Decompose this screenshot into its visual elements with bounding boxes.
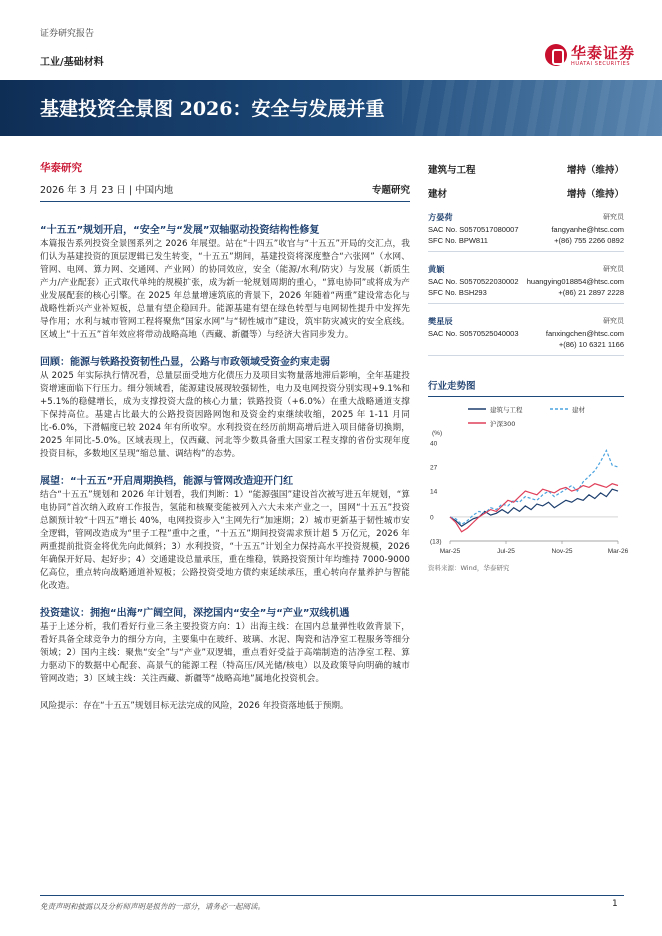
chart-source: 资料来源：Wind，华泰研究 xyxy=(428,564,510,572)
y-tick-label: 40 xyxy=(430,440,438,448)
report-category: 工业/基础材料 xyxy=(40,57,104,68)
risk-warning: 风险提示：存在“十五五”规划目标无法完成的风险，2026 年投资落地低于预期。 xyxy=(40,701,349,711)
analyst-name: 黄颖 xyxy=(428,264,445,274)
trend-chart-svg xyxy=(428,401,629,561)
analyst-name: 樊星辰 xyxy=(428,316,453,326)
report-type: 证券研究报告 xyxy=(40,29,95,39)
analyst-phone: +(86) 10 6321 1166 xyxy=(558,340,624,349)
analyst-card xyxy=(428,212,624,252)
side-column xyxy=(428,150,629,572)
analyst-phone: +(86) 755 2266 0892 xyxy=(554,236,624,245)
section-body: 本篇报告系列投资全景图系列之 2026 年展望。站在“十四五”收官与“十五五”开局的交汇点，我们认为基建投资的顶层逻辑已发生转变，“十五五”期间，基建投资将深度整合“六张网”（水网、管网、电网、算力网、交通网、产业网）的协同效应，安全（能源/水利/防灾）与发展（新质生产力/产业配套）正式取代单纯的规模扩张，成为新一轮规划周期的重心，“算电协同”或将成为产业发展配套的核心引擎。在 2025 年总量增速筑底的背景下，2026 年随着“两重”建设常态化与战略性新兴产业补短板，总量有望企稳回升。能源基建有望在绿色转型与电网韧性提升中发挥先导作用；水利与城市管网工程将聚焦“国家水网”与“韧性城市”建设，筑牢防灾减灾的安全底线。区域上“十五五”首年效应将带动战略高地（西藏、新疆等）与经济大省同步发力。 xyxy=(40,239,410,340)
banner-decoration xyxy=(402,80,662,136)
analyst-card xyxy=(428,316,624,356)
rating-sector: 建筑与工程 xyxy=(428,165,476,176)
y-tick-label: 14 xyxy=(430,488,438,496)
series-line xyxy=(450,484,618,532)
section-1 xyxy=(40,224,410,342)
x-tick-label: Jul-25 xyxy=(497,548,515,555)
report-title: 基建投资全景图 2026：安全与发展并重 xyxy=(40,98,385,120)
section-4 xyxy=(40,607,410,686)
analyst-name: 方晏荷 xyxy=(428,212,453,222)
analyst-email[interactable]: huangying018854@htsc.com xyxy=(526,277,624,286)
report-kind: 专题研究 xyxy=(371,185,410,196)
legend-label: 建材 xyxy=(572,406,585,414)
trend-chart xyxy=(428,401,629,561)
huatai-logo xyxy=(545,42,635,72)
section-2 xyxy=(40,356,410,461)
section-body: 基于上述分析，我们看好行业三条主要投资方向：1）出海主线：在国内总量弹性收敛背景下，看好具备全球竞争力的细分方向，主要集中在玻纤、玻璃、水泥、陶瓷和洁净室工程服务等细分领域；2）国内主线：聚焦“安全”与“产业”双逻辑，重点看好受益于高端制造的洁净室工程、算力驱动下的数据中心配套、高景气的能源工程（特高压/风光储/核电）以及政策导向明确的城市管网改造；3）区域主线：关注西藏、新疆等“战略高地”属地化投资机会。 xyxy=(40,622,410,684)
analyst-card xyxy=(428,264,624,304)
analyst-sfc: SFC No. BSH293 xyxy=(428,288,487,297)
legend-label: 建筑与工程 xyxy=(490,406,523,414)
analyst-sac: SAC No. S0570525040003 xyxy=(428,329,519,338)
analyst-role: 研究员 xyxy=(603,265,624,273)
analyst-sac: SAC No. S0570517080007 xyxy=(428,225,519,234)
x-tick-label: Nov-25 xyxy=(551,548,573,555)
analyst-role: 研究员 xyxy=(603,213,624,221)
section-heading: 展望：“十五五”开启周期换档，能源与管网改造迎开门红 xyxy=(40,476,294,487)
legend-label: 沪深300 xyxy=(490,420,516,428)
page-number: 1 xyxy=(612,899,618,909)
rating-row xyxy=(428,186,624,200)
analyst-email[interactable]: fanxingchen@htsc.com xyxy=(545,329,624,338)
trend-chart-title: 行业走势图 xyxy=(428,378,624,397)
section-3 xyxy=(40,475,410,593)
y-tick-label: 0 xyxy=(430,514,434,522)
analyst-sfc: SFC No. BPW811 xyxy=(428,236,488,245)
section-heading: 投资建议：拥抱“出海”广阔空间，深挖国内“安全”与“产业”双线机遇 xyxy=(40,608,350,619)
logo-text-en: HUATAI SECURITIES xyxy=(571,61,631,67)
rating-sector: 建材 xyxy=(428,189,448,200)
y-tick-label: (13) xyxy=(430,538,442,546)
logo-mark-icon xyxy=(545,44,567,66)
y-tick-label: 27 xyxy=(430,464,438,472)
title-banner xyxy=(0,80,662,136)
section-heading: “十五五”规划开启，“安全”与“发展”双轴驱动投资结构性修复 xyxy=(40,225,320,236)
analyst-sac: SAC No. S0570522030002 xyxy=(428,277,519,286)
analyst-phone: +(86) 21 2897 2228 xyxy=(558,288,624,297)
section-heading: 回顾：能源与铁路投资韧性凸显，公路与市政领域受资金约束走弱 xyxy=(40,357,330,368)
x-tick-label: Mar-26 xyxy=(607,548,629,555)
org-name: 华泰研究 xyxy=(40,162,82,174)
rating-row xyxy=(428,162,624,176)
footer-disclaimer: 免责声明和披露以及分析师声明是报告的一部分，请务必一起阅读。 xyxy=(40,902,265,911)
x-tick-label: Mar-25 xyxy=(439,548,461,555)
report-date: 2026 年 3 月 23 日 | 中国内地 xyxy=(40,185,174,196)
series-line xyxy=(450,450,618,524)
logo-text: 华泰证券 xyxy=(571,44,636,62)
analyst-role: 研究员 xyxy=(603,317,624,325)
rating-value: 增持（维持） xyxy=(566,165,624,176)
section-body: 结合“十五五”规划和 2026 年计划看，我们判断：1）“能源强国”建设首次被写进五年规划，“算电协同”首次纳入政府工作报告，氢能和核聚变能被列入六大未来产业之一，国网“十五五”投资总额预计较“十四五”增长 40%，电网投资步入“主网先行”加速期；2）城市更新基于韧性城市安全逻辑，管网改造成为“里子工程”重中之重，“十五五”期间投资需求预计超 5 万亿元，2026 年两重提前批资金将优先向此倾斜；3）水利投资，“十五五”计划全力保持高水平投资规模，2026 年确保开好局、起好步；4）交通建设总量承压，重在维稳，铁路投资预计年均维持 7000-9000 亿高位，重点转向战略通道补短板；公路投资受地方债约束延续承压，重心转向存量养护与智能化改造。 xyxy=(40,490,410,591)
main-column xyxy=(40,150,410,713)
section-body: 从 2025 年实际执行情况看，总量层面受地方化债压力及项目实物量落地滞后影响，全年基建投资增速面临下行压力。细分领域看，能源建设展现较强韧性，电力及电网投资分别实现+9.1%和+5.1%的稳健增长，成为支撑投资大盘的核心力量；铁路投资（+6.0%）在重大战略通道支撑下保持高位。基建占比最大的公路投资因路网饱和及资金约束继续收缩，2025 年 1-11 月同比-6.0%，下滑幅度已较 2024 年有所收窄。水利投资在经历前期高增后进入项目储备切换期，2025 年同比-5.0%。区域表现上，仅西藏、河北等少数具备重大国家工程支撑的省份实现年度投资目标，多数地区呈现“缩总量、调结构”的态势。 xyxy=(40,371,410,459)
footer-divider xyxy=(40,895,624,896)
rating-value: 增持（维持） xyxy=(566,189,624,200)
analyst-email[interactable]: fangyanhe@htsc.com xyxy=(551,225,624,234)
dateline xyxy=(40,182,410,202)
y-axis-label: (%) xyxy=(432,430,443,437)
